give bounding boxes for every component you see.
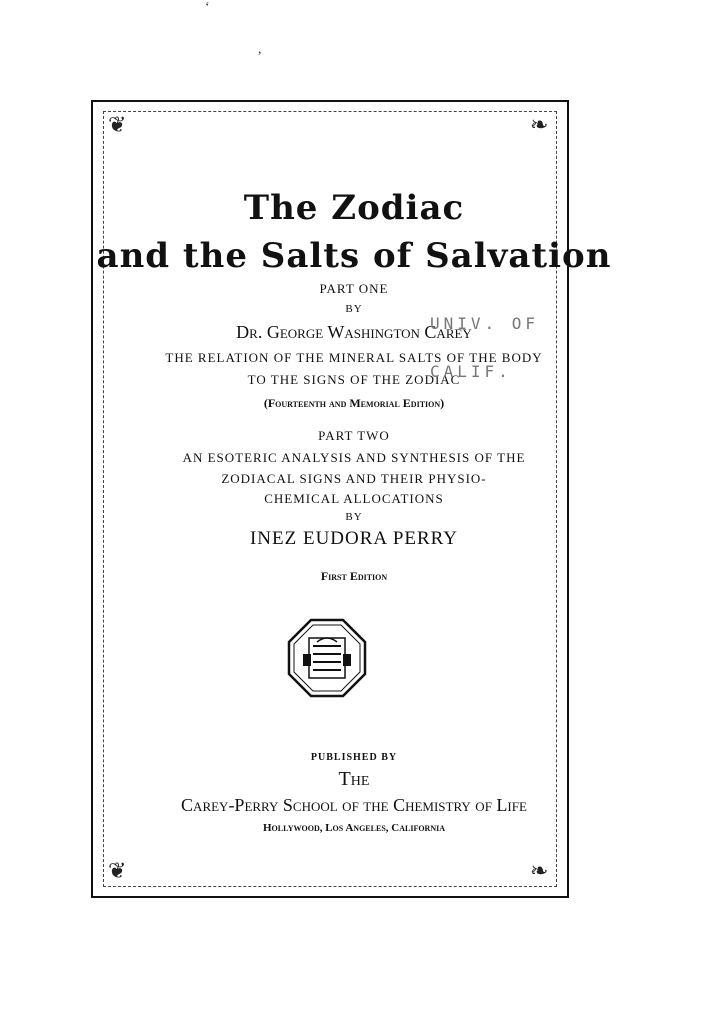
- scan-mark: ,: [258, 42, 262, 57]
- publisher-location: Hollywood, Los Angeles, California: [263, 822, 445, 834]
- part-two-by: BY: [345, 511, 363, 523]
- part-two-label: PART TWO: [318, 428, 390, 443]
- library-stamp: [430, 300, 539, 396]
- scan-mark: ‘: [205, 0, 210, 15]
- title-line-1: The Zodiac: [243, 188, 465, 228]
- stamp-line-2: CALIF.: [430, 362, 512, 381]
- publisher-name: Carey-Perry School of the Chemistry of Life: [181, 795, 527, 815]
- stamp-line-1: UNIV. OF: [430, 314, 540, 333]
- corner-ornament-top-left: ❦: [108, 112, 127, 137]
- part-two-edition: First Edition: [320, 569, 388, 583]
- title-line-2: and the Salts of Salvation: [96, 236, 612, 276]
- part-one-author: Dr. George Washington Carey: [236, 322, 472, 342]
- corner-ornament-top-right: ❧: [530, 112, 549, 137]
- part-two-desc-2: ZODIACAL SIGNS AND THEIR PHYSIO-: [221, 471, 487, 486]
- part-two-desc-3: CHEMICAL ALLOCATIONS: [264, 491, 444, 506]
- part-two-desc-1: AN ESOTERIC ANALYSIS AND SYNTHESIS OF THE: [182, 450, 526, 465]
- part-one-label: PART ONE: [319, 281, 389, 296]
- corner-ornament-bottom-right: ❧: [530, 858, 549, 883]
- part-two-author: INEZ EUDORA PERRY: [249, 528, 459, 549]
- publisher-seal-emblem: [287, 618, 367, 698]
- part-one-subtitle-2: TO THE SIGNS OF THE ZODIAC: [247, 372, 461, 387]
- part-one-edition: (Fourteenth and Memorial Edition): [263, 396, 445, 410]
- part-one-subtitle-1: THE RELATION OF THE MINERAL SALTS OF THE BODY: [165, 350, 543, 365]
- part-one-by: BY: [345, 303, 363, 315]
- published-by: PUBLISHED BY: [310, 752, 398, 763]
- publisher-the: The: [338, 768, 370, 790]
- corner-ornament-bottom-left: ❦: [108, 858, 127, 883]
